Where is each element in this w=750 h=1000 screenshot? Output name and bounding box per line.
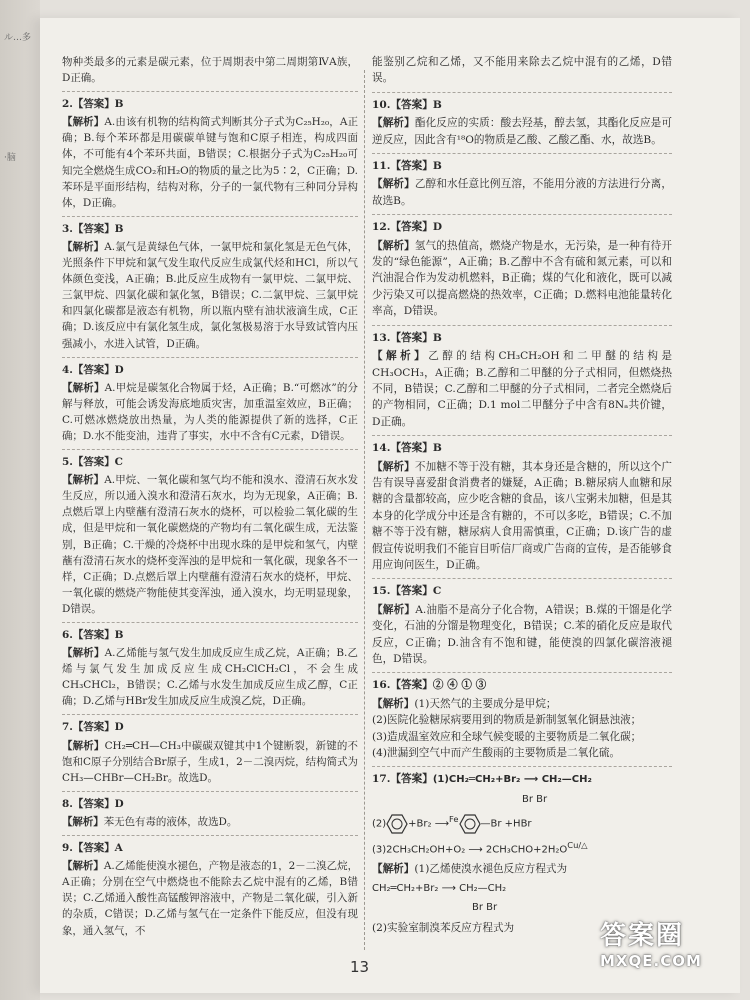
question-number: 16. — [372, 679, 391, 692]
answer-value: D — [114, 721, 124, 734]
answer-line — [372, 219, 672, 235]
explanation-text: 不加糖不等于没有糖，其本身还是含糖的，所以这个广告有误导喜爱甜食消费者的嫌疑，A正确；B.糖尿病人血糖和尿糖的含量都较高，应少吃含糖的食品，该八宝粥未加糖，但是其本身的化学成分中还是含有糖的，不可以多吃，B错误；C.不加糖不等于没有糖，糖尿病人食用需慎重，C正确；D.该广告的虚假宣传说明我们不能盲目听信厂商或广告商的宣传，是否能够食用应询问医生，D正确。 — [372, 460, 672, 571]
answer-value: B — [432, 442, 442, 455]
answer-item — [372, 219, 672, 325]
answer-label: 【答案】 — [390, 773, 433, 786]
answer-line — [62, 796, 358, 812]
explanation — [372, 696, 672, 712]
answer-item — [62, 96, 358, 217]
question-number: 11. — [372, 160, 391, 173]
answer-line — [62, 627, 358, 643]
question-number: 3. — [62, 222, 73, 235]
explanation-label: 【解析】 — [372, 350, 429, 363]
explanation — [62, 858, 358, 938]
answer-label: 【答案】 — [390, 585, 433, 598]
watermark-main: 答案圈 — [600, 921, 685, 951]
explanation-label: 【解析】 — [62, 647, 105, 660]
answer-value: C — [114, 456, 123, 469]
explanation — [372, 861, 672, 877]
explanation-text: A.乙烯能使溴水褪色，产物是液态的1，2－二溴乙烷，A正确；分别在空气中燃烧也不能除去乙烷中混有的乙烯，B错误；C.乙烯通入酸性高锰酸钾溶液中，产物是二氧化碳，引入新的杂质，C错误；D.乙烯与氢气在一定条件下能反应，但没有现象，通入氢气，不 — [62, 860, 359, 937]
answer-line — [372, 677, 672, 693]
question-number: 5. — [62, 456, 73, 469]
explanation-equation: CH₂═CH₂+Br₂ ⟶ CH₂—CH₂ — [372, 882, 507, 894]
explanation — [62, 738, 358, 786]
benzene-bromination-equation — [372, 811, 672, 833]
explanation-label: 【解析】 — [372, 603, 416, 616]
watermark-sub: MXQE.COM — [600, 952, 702, 970]
explanation — [372, 602, 672, 668]
answer-value: D — [114, 363, 124, 376]
ethanol-oxidation-equation — [372, 837, 672, 859]
answer-label: 【答案】 — [390, 160, 433, 173]
explanation-text: A.甲烷、一氧化碳和氢气均不能和溴水、澄清石灰水发生反应，所以通入溴水和澄清石灰水，均为无现象，A正确；B.点燃后罩上内壁蘸有澄清石灰水的烧杯，可以检验二氧化碳的生成，但是甲烷和一氧化碳燃烧的产物均有二氧化碳生成，无法鉴别，B正确；C.干燥的冷烧杯中出现水珠的是甲烷和氢气，内壁蘸有澄清石灰水的烧杯变浑浊的是甲烷和一氧化碳，现象各不一样，C正确；D.点燃后罩上内壁蘸有澄清石灰水的烧杯，甲烷、一氧化碳的燃烧产物能使其变浑浊，通入溴水，均无明显现象，D错误。 — [62, 474, 359, 615]
answer-item — [62, 796, 358, 836]
answer-item — [372, 677, 672, 767]
explanation — [62, 239, 358, 352]
explanation-label: 【解析】 — [62, 739, 105, 752]
equation-part: —Br +HBr — [480, 818, 532, 830]
answer-value: ② ④ ① ③ — [432, 679, 487, 692]
question-number: 10. — [372, 98, 391, 111]
question-number: 7. — [62, 721, 73, 734]
answer-line — [372, 330, 672, 346]
watermark-logo — [600, 915, 740, 995]
answer-label: 【答案】 — [390, 442, 433, 455]
explanation-line: (1)天然气的主要成分是甲烷； — [414, 697, 557, 710]
answer-value: B — [432, 98, 442, 111]
bromine-substituents: Br Br — [522, 793, 548, 805]
explanation-text: 乙醇的结构CH₃CH₂OH和二甲醚的结构是CH₃OCH₃，A正确；B.乙醇和二甲醚的分子式相同，但燃烧热不同，B错误；C.乙醇和二甲醚的分子式相同，二者完全燃烧后的产物相同，C正确；D.1 mol二甲醚分子中含有8Nₐ共价键，D正确。 — [372, 350, 673, 428]
catalyst-label: Cu/△ — [567, 839, 588, 850]
intro-text: 能鉴别乙烷和乙烯，又不能用来除去乙烷中混有的乙烯，D错误。 — [372, 54, 672, 93]
explanation-label: 【解析】 — [372, 117, 415, 130]
answer-item — [372, 330, 672, 436]
explanation-text: (1)乙烯使溴水褪色反应方程式为 — [414, 863, 568, 876]
explanation — [62, 472, 358, 617]
explanation — [372, 348, 672, 430]
explanation-text: A.乙烯能与氢气发生加成反应生成乙烷，A正确；B.乙烯与氯气发生加成反应生成CH₂ClCH₂Cl，不会生成CH₃CHCl₂，B错误；C.乙烯与水发生加成反应生成乙醇，C正确；D.乙烯与HBr发生加成反应生成溴乙烷，D正确。 — [62, 647, 358, 708]
answer-label: 【答案】 — [72, 842, 115, 855]
equation-part: (2) — [372, 818, 387, 830]
explanation-text: 苯无色有毒的液体，故选D。 — [103, 815, 238, 828]
explanation — [372, 238, 672, 320]
answer-label: 【答案】 — [72, 222, 115, 235]
explanation-label: 【解析】 — [62, 381, 105, 394]
answer-value: B — [114, 222, 124, 235]
explanation-text: A.由该有机物的结构简式判断其分子式为C₂₅H₂₀，A正确；B.每个苯环都是用碳碳单键与饱和C原子相连，构成四面体，不可能有4个苯环共面，B错误；C.根据分子式为C₂₅H₂₀可知完全燃烧生成CO₂和H₂O的物质的量之比为5∶2，C正确；D.苯环是平面形结构，结构对称，分子的一氯代物有三种同分异构体，D正确。 — [62, 116, 359, 209]
answer-value: B — [114, 98, 124, 111]
answer-equation: (1)CH₂ — [432, 774, 469, 786]
answer-value: D — [432, 221, 442, 234]
explanation — [62, 814, 358, 830]
gutter-text: ·脑 — [4, 153, 16, 163]
answer-label: 【答案】 — [72, 98, 115, 111]
benzene-ring-icon — [459, 814, 481, 834]
bromine-substituents: Br Br — [472, 902, 498, 914]
book-gutter — [0, 0, 40, 1000]
question-number: 2. — [62, 98, 73, 111]
answer-label: 【答案】 — [72, 629, 115, 641]
explanation-text: CH₂═CH—CH₃中碳碳双键其中1个键断裂，新键的不饱和C原子分别结合Br原子，生成1，2－二溴丙烷，结构简式为CH₃—CHBr—CH₂Br。故选D。 — [62, 739, 358, 784]
answer-item — [62, 454, 358, 623]
answer-equation-rest: ═CH₂+Br₂ ⟶ CH₂—CH₂ — [469, 774, 592, 786]
answer-line — [62, 96, 358, 112]
answer-item — [372, 158, 672, 215]
explanation-text: 乙醇和水任意比例互溶，不能用分液的方法进行分离，故选B。 — [372, 178, 672, 207]
answer-value: B — [432, 160, 442, 173]
explanation-label: 【解析】 — [62, 116, 105, 129]
question-number: 8. — [62, 797, 73, 810]
explanation — [372, 176, 672, 209]
answer-item — [372, 583, 672, 673]
explanation — [62, 114, 358, 211]
explanation-label: 【解析】 — [62, 860, 104, 873]
equation-part: +Br₂ ⟶ — [408, 818, 450, 830]
explanation-text: 氢气的热值高，燃烧产物是水，无污染，是一种有待开发的“绿色能源”，A正确；B.乙醇中不含有硫和氮元素，可以和汽油混合作为发动机燃料，B正确；煤的气化和液化，既可以减少污染又可以提高燃烧的热效率，C正确；D.燃料电池能量转化率高，D错误。 — [372, 239, 672, 318]
answer-line — [372, 583, 672, 599]
answer-item — [372, 440, 672, 579]
explanation-label: 【解析】 — [372, 697, 415, 710]
question-number: 14. — [372, 442, 391, 455]
answer-item — [62, 840, 358, 944]
answer-line — [62, 221, 358, 237]
explanation-text: 酯化反应的实质：酸去羟基，醇去氢，其酯化反应是可逆反应，因此含有¹⁸O的物质是乙酸、乙酸乙酯、水，故选B。 — [372, 117, 672, 146]
explanation — [372, 115, 672, 148]
explanation-label: 【解析】 — [62, 815, 104, 828]
right-column — [372, 54, 672, 945]
answer-value: C — [432, 585, 442, 598]
answer-item — [62, 221, 358, 358]
answer-label: 【答案】 — [72, 721, 115, 734]
question-number: 17. — [372, 773, 391, 786]
answer-line — [62, 362, 358, 378]
question-number: 9. — [62, 842, 73, 855]
explanation-label: 【解析】 — [372, 863, 415, 876]
answer-label: 【答案】 — [390, 331, 433, 344]
left-column — [62, 54, 358, 948]
question-number: 6. — [62, 629, 73, 641]
answer-line — [372, 97, 672, 113]
gutter-text: ル…多 — [4, 33, 32, 43]
column-divider — [364, 70, 365, 950]
answer-label: 【答案】 — [390, 98, 433, 111]
answer-value: A — [114, 842, 123, 855]
explanation-label: 【解析】 — [62, 474, 105, 487]
answer-value: B — [114, 629, 124, 641]
answer-item — [372, 97, 672, 154]
catalyst-label: Fe — [449, 814, 459, 825]
page-number: 13 — [350, 958, 370, 976]
answer-line — [372, 771, 672, 788]
intro-text: 物种类最多的元素是碳元素，位于周期表中第二周期第ⅣA族，D正确。 — [62, 54, 358, 92]
explanation-label: 【解析】 — [372, 178, 415, 191]
explanation — [62, 645, 358, 709]
question-number: 15. — [372, 585, 391, 598]
answer-line — [62, 840, 358, 856]
explanation-label: 【解析】 — [372, 460, 415, 473]
answer-label: 【答案】 — [72, 456, 115, 469]
question-number: 4. — [62, 363, 73, 376]
explanation-line: (4)泄漏到空气中而产生酸雨的主要物质是二氧化硫。 — [372, 747, 621, 760]
question-number: 12. — [372, 221, 391, 234]
explanation — [372, 459, 672, 574]
answer-label: 【答案】 — [390, 679, 433, 692]
answer-value: D — [114, 797, 124, 810]
explanation-line: (2)医院化验糖尿病要用到的物质是新制氢氧化铜悬浊液； — [372, 714, 642, 727]
explanation-label: 【解析】 — [372, 239, 415, 252]
question-number: 13. — [372, 331, 391, 344]
answer-value: B — [432, 331, 442, 344]
explanation-text: A.氯气是黄绿色气体，一氯甲烷和氯化氢是无色气体，光照条件下甲烷和氯气发生取代反应生成氯代烃和HCl，所以气体颜色变浅，A正确；B.此反应生成物有一氯甲烷、二氯甲烷、三氯甲烷、四氯化碳和氯化氢，B错误；C.二氯甲烷、三氯甲烷和四氯化碳都是液态有机物，所以瓶内壁有油状液滴生成，C正确；D.该反应中有氯化氢生成，氯化氢极易溶于水导致试管内压强减小，水进入试管，D正确。 — [62, 240, 359, 350]
explanation-label: 【解析】 — [62, 240, 105, 253]
answer-line — [62, 454, 358, 470]
answer-item — [62, 362, 358, 450]
answer-item — [62, 719, 358, 791]
explanation — [62, 380, 358, 444]
answer-label: 【答案】 — [390, 221, 433, 234]
explanation-text: A.甲烷是碳氢化合物属于烃，A正确；B.“可燃冰”的分解与释放，可能会诱发海底地质灾害，加重温室效应，B正确；C.可燃冰燃烧放出热量，为人类的能源提供了新的选择，C正确；D.水不能变油，违背了事实，水中不含有C元素，D错误。 — [62, 381, 358, 442]
explanation-text: A.油脂不是高分子化合物，A错误；B.煤的干馏是化学变化，石油的分馏是物理变化，B错误；C.苯的硝化反应是取代反应，C正确；D.油含有不饱和键，能使溴的四氯化碳溶液褪色，D错误。 — [372, 603, 672, 665]
answer-label: 【答案】 — [72, 363, 115, 376]
equation-part: (3)2CH₃CH₂OH+O₂ ⟶ 2CH₃CHO+2H₂O — [372, 843, 568, 855]
answer-line — [372, 440, 672, 456]
answer-line — [62, 719, 358, 735]
explanation-line: (3)造成温室效应和全球气候变暖的主要物质是二氧化碳； — [372, 730, 642, 743]
benzene-ring-icon — [386, 814, 408, 834]
answer-label: 【答案】 — [72, 797, 115, 810]
answer-line — [372, 158, 672, 174]
explanation-text: (2)实验室制溴苯反应方程式为 — [372, 921, 515, 934]
answer-item — [62, 627, 358, 715]
